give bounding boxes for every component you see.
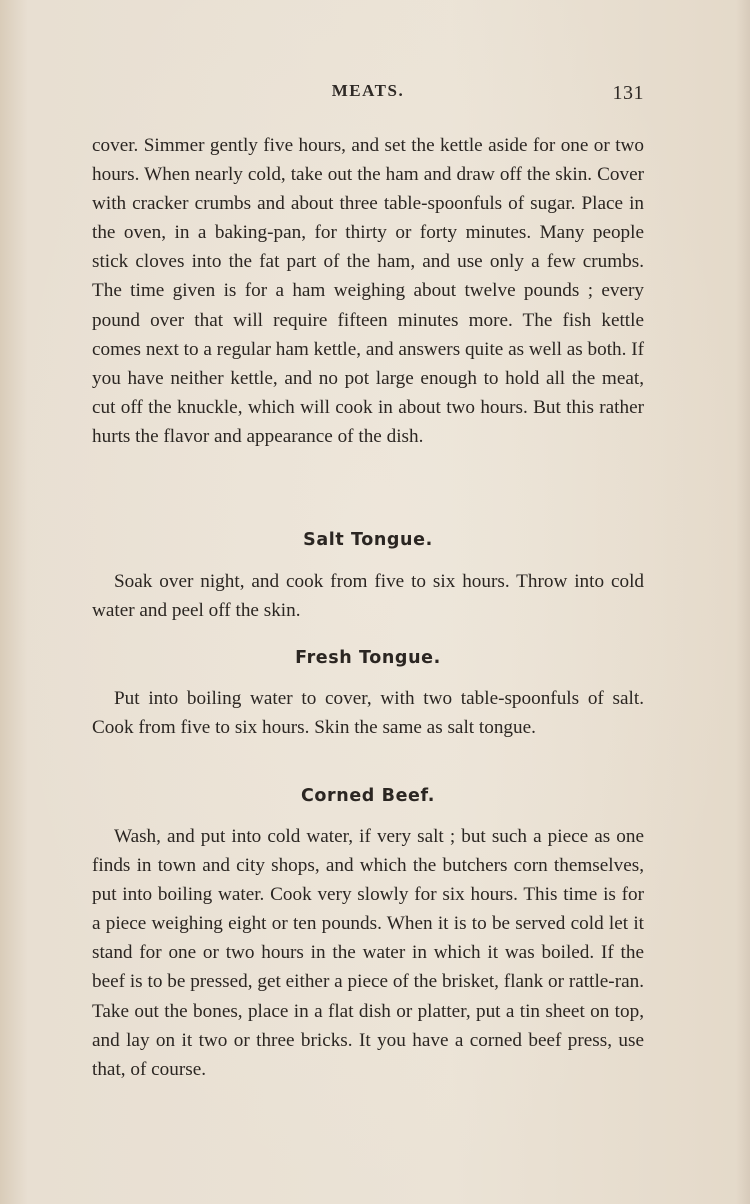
heading-corned-beef: Corned Beef. [300, 786, 436, 806]
running-head [92, 78, 644, 108]
heading-salt-tongue: Salt Tongue. [303, 530, 433, 550]
heading-fresh-tongue: Fresh Tongue. [295, 648, 441, 668]
chapter-title: MEATS. [331, 81, 405, 100]
paragraph-salt-tongue: Soak over night, and cook from five to six hours. Throw into cold water and peel off the skin. [92, 571, 644, 622]
paragraph-fresh-tongue: Put into boiling water to cover, with two table-spoonfuls of salt. Cook from five to six hours. Skin the same as salt tongue. [92, 688, 644, 739]
paragraph-ham-continuation: cover. Simmer gently five hours, and set the kettle aside for one or two hours. When nearly cold, take out the ham and draw off the skin. Cover with cracker crumbs and about three table-spoonfuls of sugar. Place in the oven, in a baking-pan, for thirty or forty minutes. Many people stick cloves into the fat part of the ham, and use only a few crumbs. The time given is for a ham weighing about twelve pounds ; every pound over that will require fifteen minutes more. The fish kettle comes next to a regular ham kettle, and answers quite as well as both. If you have neither kettle, and no pot large enough to hold all the meat, cut off the knuckle, which will cook in about two hours. But this rather hurts the flavor and appearance of the dish. [92, 135, 644, 447]
page-number: 131 [612, 82, 644, 104]
paragraph-corned-beef: Wash, and put into cold water, if very salt ; but such a piece as one finds in town and city shops, and which the butchers corn themselves, put into boiling water. Cook very slowly for six hours. This time is for a piece weighing eight or ten pounds. When it is to be served cold let it stand for one or two hours in the water in which it was boiled. If the beef is to be pressed, get either a piece of the brisket, flank or rattle-ran. Take out the bones, place in a flat dish or platter, put a tin sheet on top, and lay on it two or three bricks. It you have a corned beef press, use that, of course. [92, 826, 644, 1080]
